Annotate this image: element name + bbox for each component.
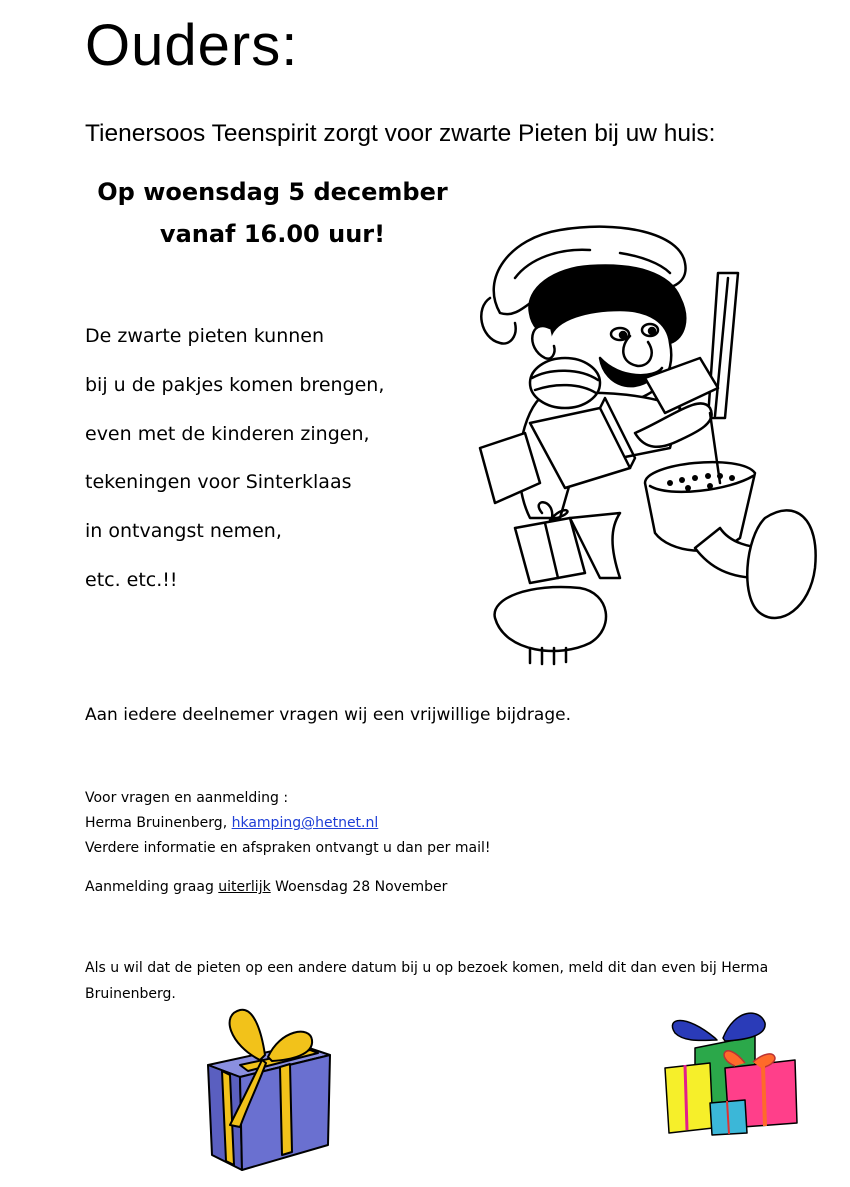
zwarte-piet-illustration (470, 218, 820, 668)
activity-line: bij u de pakjes komen brengen, (85, 374, 385, 396)
contact-info: Verdere informatie en afspraken ontvangt u dan per mail! (85, 840, 491, 856)
contact-name: Herma Bruinenberg, (85, 815, 228, 831)
gift-pile-illustration (655, 1008, 815, 1138)
contact-line (85, 815, 378, 831)
contribution-notice: Aan iedere deelnemer vragen wij een vrijwillige bijdrage. (85, 705, 571, 725)
activity-line: in ontvangst nemen, (85, 520, 282, 542)
activity-line: etc. etc.!! (85, 569, 178, 591)
subtitle: Tienersoos Teenspirit zorgt voor zwarte Pieten bij uw huis: (85, 120, 716, 147)
event-date: Op woensdag 5 december (97, 178, 448, 206)
other-date-line2: Bruinenberg. (85, 986, 176, 1002)
blue-gift-illustration (200, 1005, 340, 1175)
deadline-line (85, 879, 447, 895)
email-link[interactable]: hkamping@hetnet.nl (231, 815, 379, 831)
contact-heading: Voor vragen en aanmelding : (85, 790, 289, 806)
deadline-date: Woensdag 28 November (275, 879, 448, 895)
activity-line: even met de kinderen zingen, (85, 423, 370, 445)
deadline-prefix: Aanmelding graag (85, 879, 214, 895)
event-time: vanaf 16.00 uur! (159, 220, 386, 248)
activity-line: De zwarte pieten kunnen (85, 325, 325, 347)
activity-line: tekeningen voor Sinterklaas (85, 471, 352, 493)
deadline-emphasis: uiterlijk (218, 879, 271, 895)
page-title: Ouders: (85, 13, 299, 78)
other-date-line1: Als u wil dat de pieten op een andere datum bij u op bezoek komen, meld dit dan even bij Herma (85, 960, 769, 976)
